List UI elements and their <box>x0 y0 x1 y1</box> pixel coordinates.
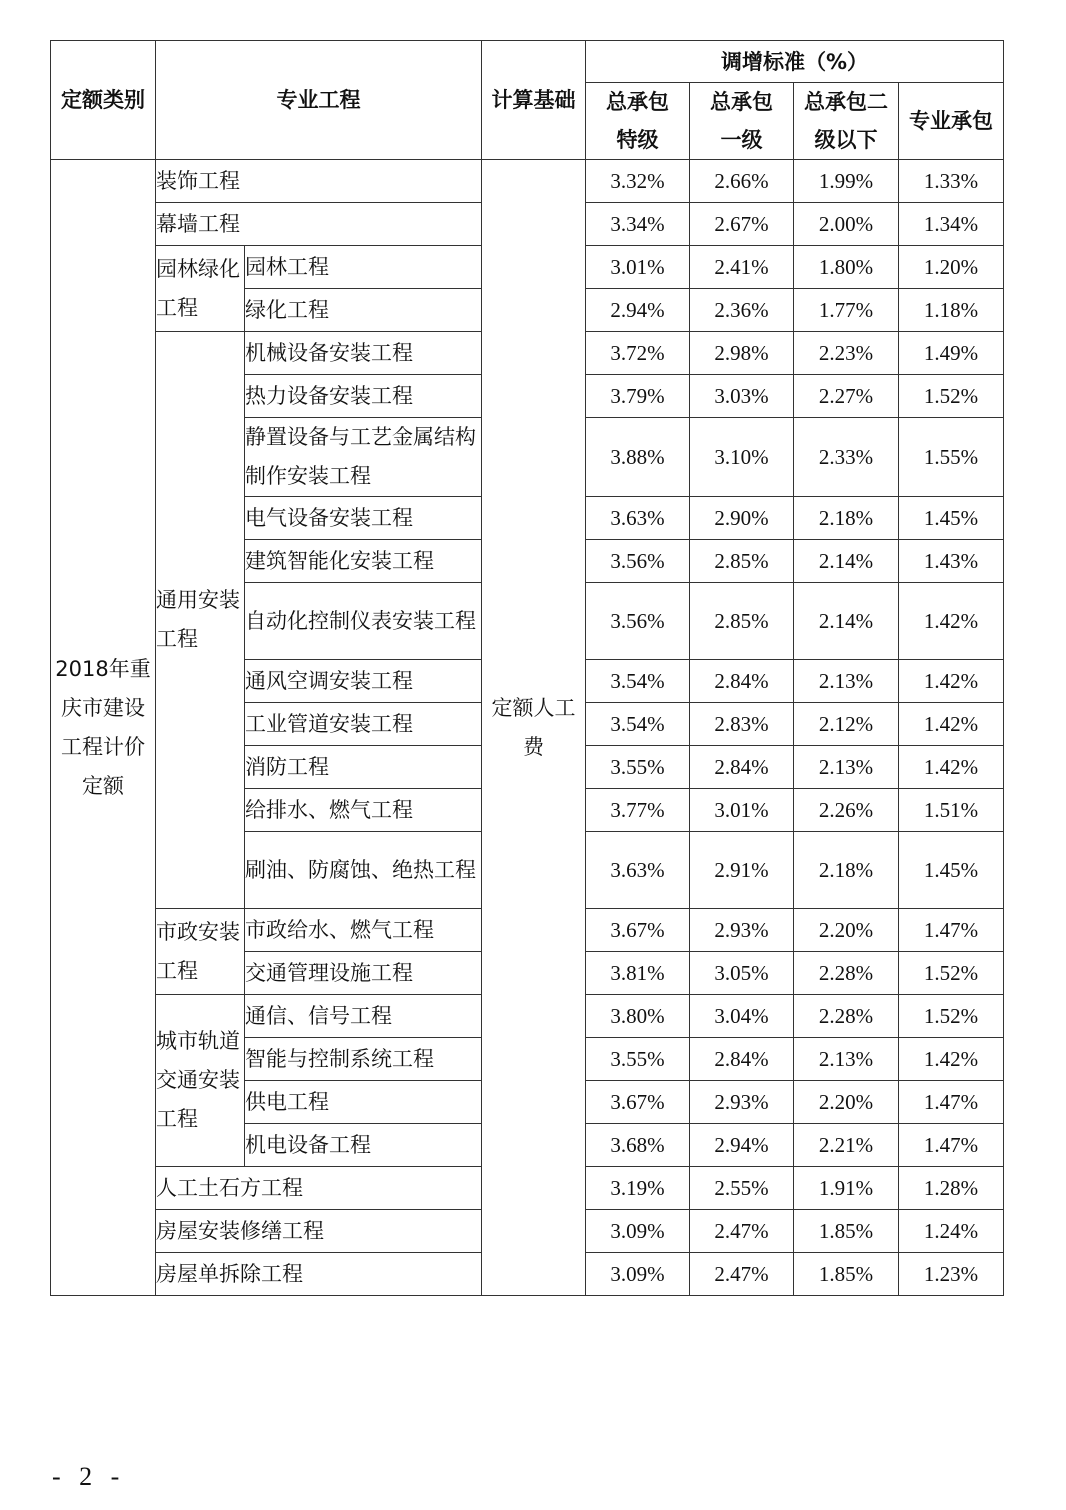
rate-cell: 1.52% <box>899 995 1004 1038</box>
rate-cell: 1.28% <box>899 1167 1004 1210</box>
rate-cell: 1.42% <box>899 746 1004 789</box>
rate-cell: 2.28% <box>794 995 899 1038</box>
rate-cell: 2.12% <box>794 703 899 746</box>
rate-cell: 3.09% <box>586 1210 690 1253</box>
rate-cell: 3.09% <box>586 1253 690 1296</box>
rate-cell: 2.27% <box>794 375 899 418</box>
rate-cell: 2.94% <box>690 1124 794 1167</box>
rate-cell: 2.66% <box>690 160 794 203</box>
rate-cell: 1.91% <box>794 1167 899 1210</box>
specialty-name-cell: 给排水、燃气工程 <box>245 789 482 832</box>
rate-cell: 1.47% <box>899 1081 1004 1124</box>
specialty-name-cell: 房屋单拆除工程 <box>156 1253 482 1296</box>
rate-cell: 1.77% <box>794 289 899 332</box>
rate-cell: 1.85% <box>794 1253 899 1296</box>
rate-cell: 2.13% <box>794 660 899 703</box>
rate-cell: 3.10% <box>690 418 794 497</box>
rate-cell: 3.80% <box>586 995 690 1038</box>
rate-cell: 3.54% <box>586 703 690 746</box>
rate-cell: 1.52% <box>899 952 1004 995</box>
rate-cell: 3.56% <box>586 540 690 583</box>
rate-cell: 3.01% <box>690 789 794 832</box>
header-adjust-standard: 调增标准（%） <box>586 41 1004 83</box>
specialty-name-cell: 市政给水、燃气工程 <box>245 909 482 952</box>
specialty-name-cell: 智能与控制系统工程 <box>245 1038 482 1081</box>
rate-cell: 1.47% <box>899 909 1004 952</box>
header-row-top <box>51 41 1004 83</box>
rate-cell: 2.18% <box>794 497 899 540</box>
rate-cell: 2.47% <box>690 1253 794 1296</box>
rate-cell: 1.85% <box>794 1210 899 1253</box>
rate-cell: 2.93% <box>690 909 794 952</box>
rate-cell: 2.91% <box>690 832 794 909</box>
rate-cell: 3.55% <box>586 1038 690 1081</box>
rate-cell: 1.34% <box>899 203 1004 246</box>
rate-cell: 1.42% <box>899 583 1004 660</box>
rate-cell: 3.68% <box>586 1124 690 1167</box>
specialty-name-cell: 绿化工程 <box>245 289 482 332</box>
rate-cell: 2.14% <box>794 540 899 583</box>
calc-basis-cell: 定额人工费 <box>482 160 586 1296</box>
rate-cell: 2.94% <box>586 289 690 332</box>
specialty-name-cell: 人工土石方工程 <box>156 1167 482 1210</box>
specialty-name-cell: 机械设备安装工程 <box>245 332 482 375</box>
table-row <box>51 160 1004 203</box>
header-col-first: 总承包一级 <box>690 83 794 160</box>
rate-cell: 3.63% <box>586 497 690 540</box>
rate-cell: 1.23% <box>899 1253 1004 1296</box>
rate-cell: 3.34% <box>586 203 690 246</box>
rate-cell: 2.20% <box>794 909 899 952</box>
rate-cell: 3.54% <box>586 660 690 703</box>
rate-cell: 3.32% <box>586 160 690 203</box>
rate-cell: 1.99% <box>794 160 899 203</box>
rate-cell: 2.55% <box>690 1167 794 1210</box>
specialty-name-cell: 交通管理设施工程 <box>245 952 482 995</box>
group-cell-rail-install: 城市轨道交通安装工程 <box>156 995 245 1167</box>
rate-cell: 2.13% <box>794 746 899 789</box>
rate-cell: 2.36% <box>690 289 794 332</box>
header-specialty: 专业工程 <box>156 41 482 160</box>
rate-cell: 2.67% <box>690 203 794 246</box>
rate-cell: 2.13% <box>794 1038 899 1081</box>
rate-cell: 2.00% <box>794 203 899 246</box>
rate-cell: 2.98% <box>690 332 794 375</box>
rate-cell: 2.33% <box>794 418 899 497</box>
group-cell-landscape: 园林绿化工程 <box>156 246 245 332</box>
rate-cell: 1.80% <box>794 246 899 289</box>
rate-cell: 2.18% <box>794 832 899 909</box>
rate-cell: 3.63% <box>586 832 690 909</box>
specialty-name-cell: 热力设备安装工程 <box>245 375 482 418</box>
rate-cell: 2.28% <box>794 952 899 995</box>
rate-cell: 2.84% <box>690 1038 794 1081</box>
group-cell-general-install: 通用安装工程 <box>156 332 245 909</box>
rate-cell: 2.83% <box>690 703 794 746</box>
rate-cell: 1.45% <box>899 497 1004 540</box>
rate-cell: 3.81% <box>586 952 690 995</box>
rate-cell: 1.33% <box>899 160 1004 203</box>
rate-cell: 1.24% <box>899 1210 1004 1253</box>
rate-cell: 1.42% <box>899 1038 1004 1081</box>
group-cell-municipal-install: 市政安装工程 <box>156 909 245 995</box>
rate-cell: 2.90% <box>690 497 794 540</box>
rate-cell: 2.85% <box>690 583 794 660</box>
page-number: - 2 - <box>52 1462 126 1491</box>
rate-cell: 3.79% <box>586 375 690 418</box>
rate-cell: 2.41% <box>690 246 794 289</box>
specialty-name-cell: 通风空调安装工程 <box>245 660 482 703</box>
rate-cell: 2.26% <box>794 789 899 832</box>
specialty-name-cell: 机电设备工程 <box>245 1124 482 1167</box>
header-col-second: 总承包二级以下 <box>794 83 899 160</box>
rate-cell: 3.56% <box>586 583 690 660</box>
specialty-name-cell: 通信、信号工程 <box>245 995 482 1038</box>
rate-cell: 1.20% <box>899 246 1004 289</box>
rate-cell: 2.20% <box>794 1081 899 1124</box>
header-quota-category: 定额类别 <box>51 41 156 160</box>
specialty-name-cell: 园林工程 <box>245 246 482 289</box>
rate-cell: 2.93% <box>690 1081 794 1124</box>
specialty-name-cell: 供电工程 <box>245 1081 482 1124</box>
rate-cell: 2.23% <box>794 332 899 375</box>
specialty-name-cell: 建筑智能化安装工程 <box>245 540 482 583</box>
rate-cell: 3.01% <box>586 246 690 289</box>
rate-cell: 1.42% <box>899 660 1004 703</box>
header-calc-basis: 计算基础 <box>482 41 586 160</box>
rate-cell: 3.04% <box>690 995 794 1038</box>
rate-cell: 1.49% <box>899 332 1004 375</box>
rate-cell: 2.21% <box>794 1124 899 1167</box>
rate-cell: 1.47% <box>899 1124 1004 1167</box>
header-col-pro: 专业承包 <box>899 83 1004 160</box>
specialty-name-cell: 消防工程 <box>245 746 482 789</box>
specialty-name-cell: 装饰工程 <box>156 160 482 203</box>
specialty-name-cell: 幕墙工程 <box>156 203 482 246</box>
rate-cell: 3.72% <box>586 332 690 375</box>
rate-cell: 3.88% <box>586 418 690 497</box>
rate-cell: 3.55% <box>586 746 690 789</box>
rate-cell: 3.67% <box>586 1081 690 1124</box>
quota-category-cell: 2018年重庆市建设工程计价定额 <box>51 160 156 1296</box>
rate-cell: 3.67% <box>586 909 690 952</box>
specialty-name-cell: 房屋安装修缮工程 <box>156 1210 482 1253</box>
specialty-name-cell: 静置设备与工艺金属结构制作安装工程 <box>245 418 482 497</box>
rate-cell: 1.51% <box>899 789 1004 832</box>
specialty-name-cell: 自动化控制仪表安装工程 <box>245 583 482 660</box>
specialty-name-cell: 电气设备安装工程 <box>245 497 482 540</box>
rate-cell: 1.55% <box>899 418 1004 497</box>
rate-cell: 1.52% <box>899 375 1004 418</box>
rate-cell: 2.84% <box>690 746 794 789</box>
specialty-name-cell: 工业管道安装工程 <box>245 703 482 746</box>
rate-cell: 3.03% <box>690 375 794 418</box>
rate-cell: 2.47% <box>690 1210 794 1253</box>
rate-cell: 3.19% <box>586 1167 690 1210</box>
specialty-name-cell: 刷油、防腐蚀、绝热工程 <box>245 832 482 909</box>
header-col-special: 总承包特级 <box>586 83 690 160</box>
rate-cell: 3.77% <box>586 789 690 832</box>
rate-cell: 2.84% <box>690 660 794 703</box>
rate-cell: 2.85% <box>690 540 794 583</box>
rate-cell: 1.18% <box>899 289 1004 332</box>
rate-cell: 1.45% <box>899 832 1004 909</box>
rate-cell: 2.14% <box>794 583 899 660</box>
rate-cell: 3.05% <box>690 952 794 995</box>
adjustment-rate-table <box>50 40 1004 1296</box>
rate-cell: 1.43% <box>899 540 1004 583</box>
rate-cell: 1.42% <box>899 703 1004 746</box>
